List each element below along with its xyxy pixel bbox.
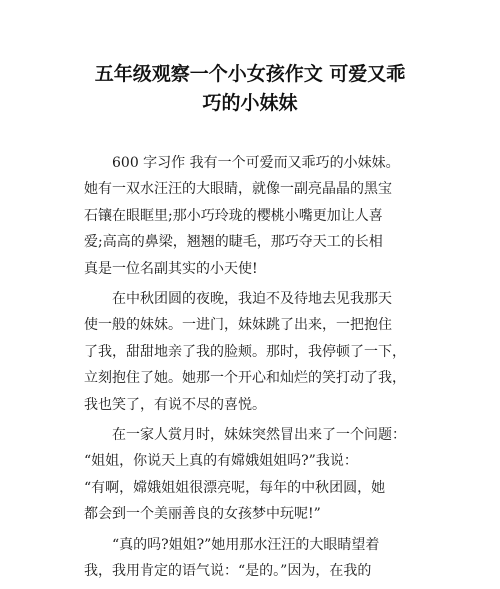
document-body (84, 150, 426, 589)
paragraph-4 (84, 532, 426, 585)
document-title (60, 60, 440, 118)
title-line-1: 五年级观察一个小女孩作文 可爱又乖 (94, 63, 406, 85)
paragraph-line: 在一家人赏月时，妹妹突然冒出来了一个问题： (112, 427, 406, 444)
paragraph-line: “姐姐，你说天上真的有嫦娥姐姐吗?”我说： (84, 453, 358, 470)
paragraph-1 (84, 150, 426, 282)
paragraph-line: 立刻抱住了她。她那一个开心和灿烂的笑打动了我， (84, 370, 406, 387)
paragraph-line: 她有一双水汪汪的大眼睛，就像一副亮晶晶的黑宝 (84, 181, 392, 198)
paragraph-line: 真是一位名副其实的小天使! (84, 260, 258, 277)
paragraph-line: 爱;高高的鼻梁，翘翘的睫毛，那巧夺天工的长相 (84, 234, 383, 251)
paragraph-2 (84, 286, 426, 418)
paragraph-line: 600 字习作 我有一个可爱而又乖巧的小妹妹。 (112, 155, 400, 171)
paragraph-line: 在中秋团圆的夜晚，我迫不及待地去见我那天 (112, 291, 392, 308)
paragraph-line: 石镶在眼眶里;那小巧玲珑的樱桃小嘴更加让人喜 (84, 207, 383, 224)
paragraph-line: “有啊，嫦娥姐姐很漂亮呢，每年的中秋团圆，她 (84, 479, 386, 496)
paragraph-3 (84, 422, 426, 528)
paragraph-line: 我也笑了，有说不尽的喜悦。 (84, 396, 266, 413)
paragraph-line: “真的吗?姐姐?”她用那水汪汪的大眼睛望着 (112, 536, 380, 553)
paragraph-line: 我，我用肯定的语气说：“是的。”因为，在我的 (84, 563, 372, 580)
paragraph-line: 都会到一个美丽善良的女孩梦中玩呢!” (84, 506, 321, 523)
paragraph-line: 了我，甜甜地亲了我的脸颊。那时，我停顿了一下， (84, 343, 406, 360)
paragraph-line: 使一般的妹妹。一进门，妹妹跳了出来，一把抱住 (84, 317, 392, 334)
title-line-2: 巧的小妹妹 (202, 92, 298, 114)
